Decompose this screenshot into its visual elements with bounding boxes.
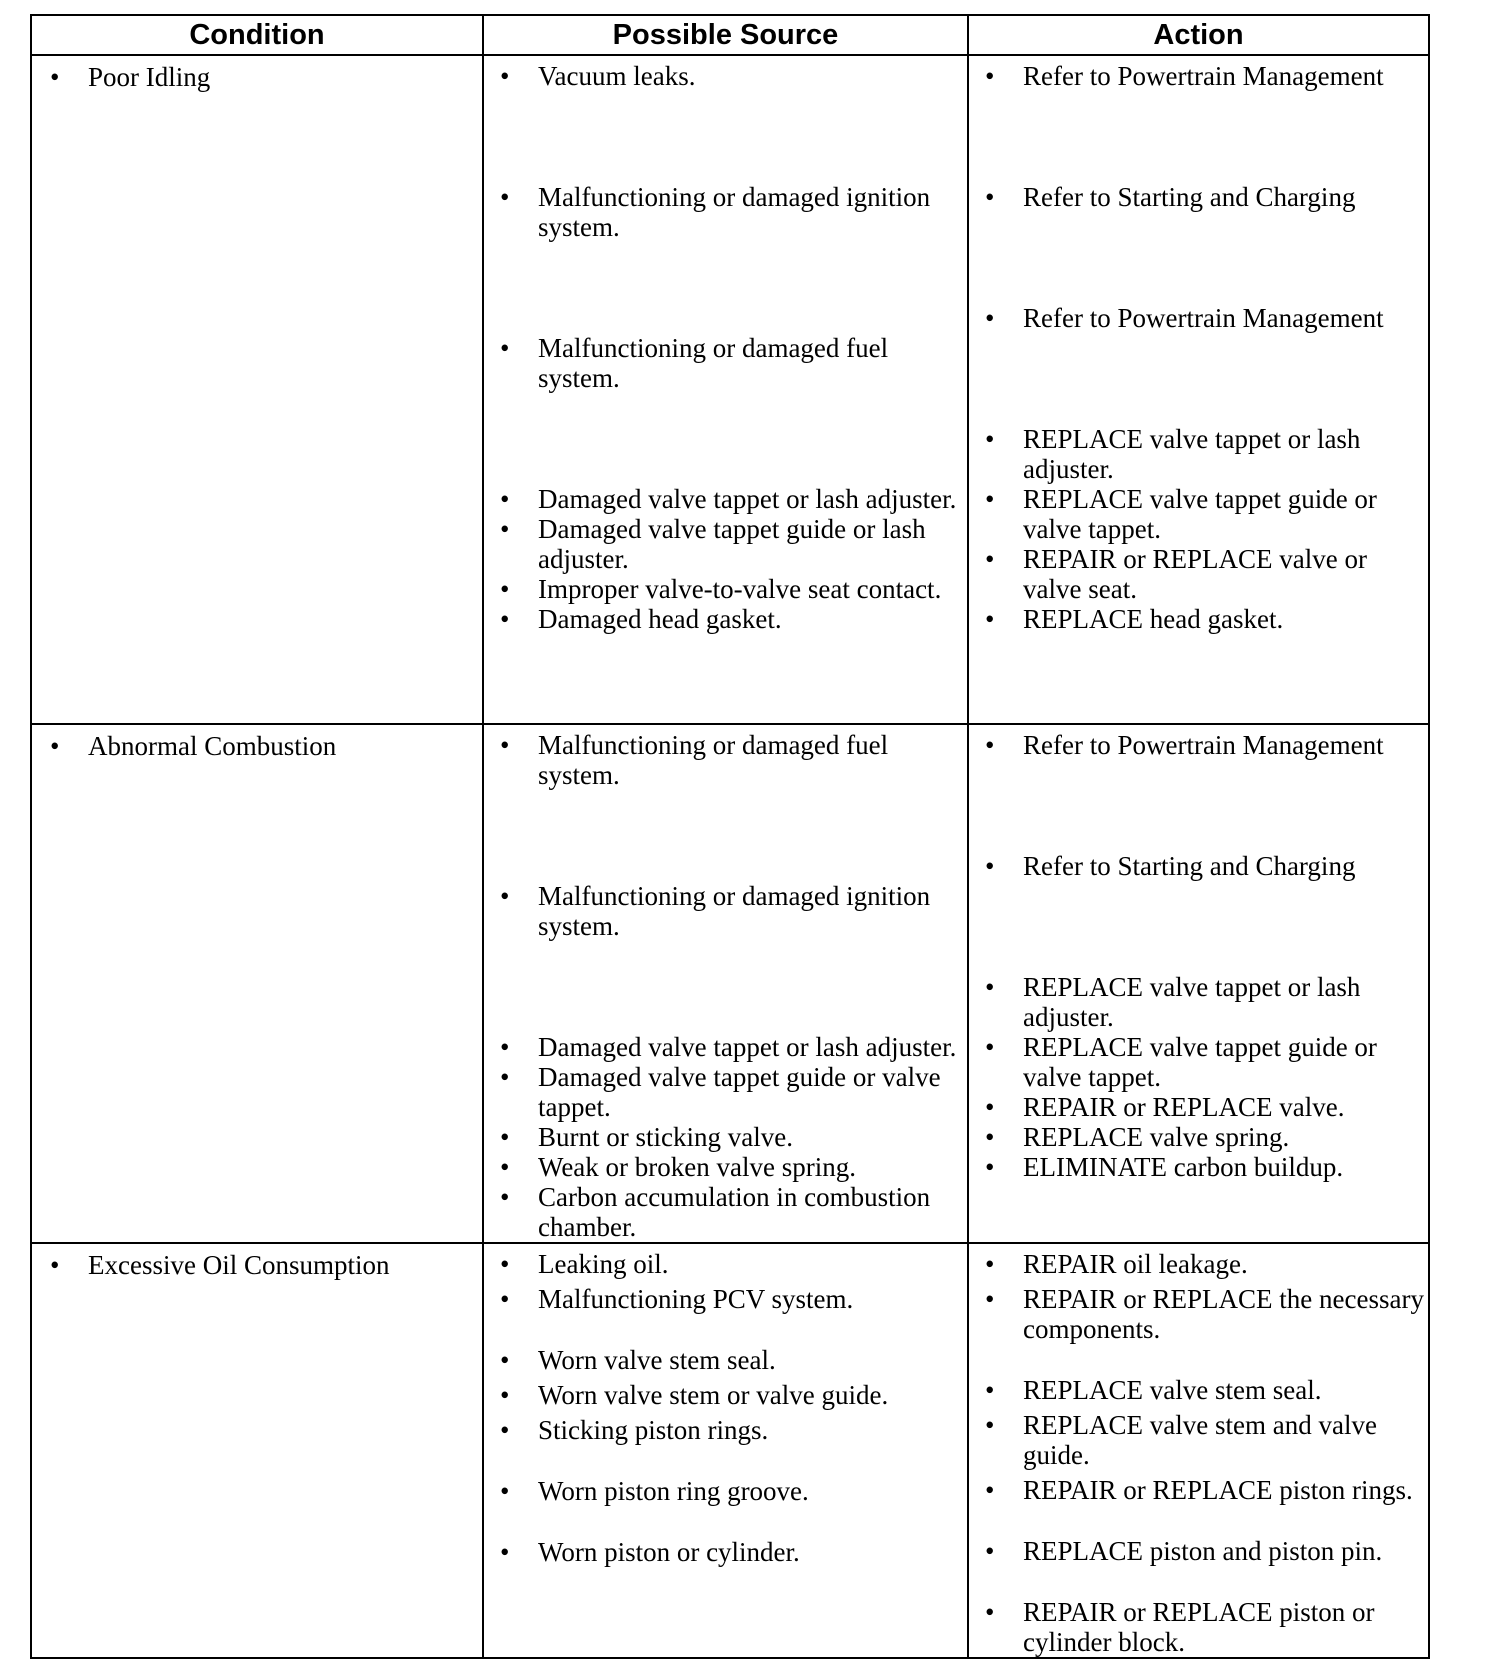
bullet-icon: • (985, 851, 995, 881)
bullet-icon: • (500, 1182, 510, 1212)
condition-cell (31, 724, 483, 1243)
action-text: REPLACE head gasket. (1023, 604, 1284, 634)
source-group (484, 479, 967, 634)
condition-text: Excessive Oil Consumption (88, 1250, 390, 1280)
bullet-icon: • (985, 424, 995, 454)
bullet-icon: • (500, 604, 510, 634)
source-item (500, 1122, 963, 1152)
header-possible-source: Possible Source (483, 15, 968, 55)
source-item (500, 333, 963, 393)
bullet-icon: • (985, 484, 995, 514)
action-text: REPAIR or REPLACE piston or cylinder block. (1023, 1597, 1375, 1657)
action-item (985, 1597, 1424, 1657)
action-cell (968, 1243, 1429, 1658)
bullet-icon: • (985, 1122, 995, 1152)
action-group (969, 967, 1428, 1182)
bullet-icon: • (985, 182, 995, 212)
bullet-icon: • (500, 484, 510, 514)
action-text: Refer to Powertrain Management (1023, 303, 1384, 333)
action-item (985, 1249, 1424, 1279)
action-item (985, 182, 1424, 212)
action-group (969, 1370, 1428, 1405)
action-group (969, 419, 1428, 634)
possible-source-cell (483, 55, 968, 724)
action-item (985, 730, 1424, 760)
bullet-icon: • (985, 61, 995, 91)
source-item (500, 182, 963, 242)
action-item (985, 1284, 1424, 1344)
source-text: Improper valve-to-valve seat contact. (538, 574, 942, 604)
source-text: Vacuum leaks. (538, 61, 696, 91)
condition-item (32, 56, 482, 92)
source-group (484, 1279, 967, 1314)
source-text: Damaged valve tappet guide or lash adjuster. (538, 514, 926, 574)
bullet-icon: • (50, 731, 60, 761)
bullet-icon: • (500, 1476, 510, 1506)
source-text: Malfunctioning PCV system. (538, 1284, 854, 1314)
action-group (969, 177, 1428, 212)
bullet-icon: • (500, 1249, 510, 1279)
source-item (500, 1152, 963, 1182)
header-action: Action (968, 15, 1429, 55)
action-item (985, 604, 1424, 634)
bullet-icon: • (500, 730, 510, 760)
source-group (484, 1340, 967, 1375)
action-item (985, 1536, 1424, 1566)
source-text: Worn piston or cylinder. (538, 1537, 800, 1567)
action-text: REPLACE valve tappet or lash adjuster. (1023, 972, 1361, 1032)
action-group (969, 1531, 1428, 1566)
bullet-icon: • (985, 1249, 995, 1279)
source-item (500, 1182, 963, 1242)
action-item (985, 1152, 1424, 1182)
action-text: REPLACE valve stem seal. (1023, 1375, 1322, 1405)
source-item (500, 1476, 963, 1506)
action-text: REPLACE valve tappet guide or valve tappet. (1023, 1032, 1377, 1092)
action-text: Refer to Powertrain Management (1023, 61, 1384, 91)
source-item (500, 881, 963, 941)
action-text: REPAIR or REPLACE valve. (1023, 1092, 1345, 1122)
action-group (969, 1279, 1428, 1344)
source-text: Leaking oil. (538, 1249, 669, 1279)
bullet-icon: • (500, 1380, 510, 1410)
bullet-icon: • (500, 1284, 510, 1314)
action-item (985, 424, 1424, 484)
possible-source-cell (483, 724, 968, 1243)
source-text: Burnt or sticking valve. (538, 1122, 793, 1152)
header-condition: Condition (31, 15, 483, 55)
action-item (985, 61, 1424, 91)
bullet-icon: • (500, 333, 510, 363)
action-item (985, 1375, 1424, 1405)
action-item (985, 1410, 1424, 1470)
condition-cell (31, 1243, 483, 1658)
bullet-icon: • (985, 544, 995, 574)
diagnosis-table (30, 14, 1430, 1659)
action-group (969, 725, 1428, 760)
action-group (969, 1405, 1428, 1470)
action-text: REPAIR oil leakage. (1023, 1249, 1248, 1279)
action-item (985, 1122, 1424, 1152)
source-group (484, 1532, 967, 1567)
bullet-icon: • (985, 730, 995, 760)
source-text: Worn valve stem seal. (538, 1345, 776, 1375)
bullet-icon: • (500, 61, 510, 91)
source-text: Damaged head gasket. (538, 604, 782, 634)
action-item (985, 1475, 1424, 1505)
source-group (484, 328, 967, 393)
table-body (31, 55, 1429, 1658)
action-text: REPLACE valve spring. (1023, 1122, 1290, 1152)
action-text: REPLACE valve tappet guide or valve tappet. (1023, 484, 1377, 544)
source-item (500, 61, 963, 91)
action-item (985, 484, 1424, 544)
bullet-icon: • (500, 1537, 510, 1567)
action-text: REPAIR or REPLACE valve or valve seat. (1023, 544, 1367, 604)
bullet-icon: • (500, 1152, 510, 1182)
source-text: Malfunctioning or damaged fuel system. (538, 730, 889, 790)
header-row (31, 15, 1429, 55)
action-item (985, 303, 1424, 333)
table-row (31, 55, 1429, 724)
source-group (484, 56, 967, 91)
source-text: Malfunctioning or damaged ignition system. (538, 881, 931, 941)
action-text: REPLACE piston and piston pin. (1023, 1536, 1383, 1566)
source-text: Malfunctioning or damaged fuel system. (538, 333, 889, 393)
condition-item (32, 1244, 482, 1280)
bullet-icon: • (985, 1092, 995, 1122)
bullet-icon: • (500, 1122, 510, 1152)
action-text: REPLACE valve stem and valve guide. (1023, 1410, 1377, 1470)
bullet-icon: • (985, 972, 995, 1002)
source-item (500, 574, 963, 604)
action-text: Refer to Starting and Charging (1023, 851, 1356, 881)
source-group (484, 725, 967, 790)
source-item (500, 1380, 963, 1410)
bullet-icon: • (985, 1284, 995, 1314)
source-item (500, 730, 963, 790)
source-text: Worn valve stem or valve guide. (538, 1380, 889, 1410)
action-item (985, 972, 1424, 1032)
source-text: Weak or broken valve spring. (538, 1152, 856, 1182)
source-group (484, 1410, 967, 1445)
action-group (969, 846, 1428, 881)
action-text: ELIMINATE carbon buildup. (1023, 1152, 1344, 1182)
bullet-icon: • (500, 881, 510, 911)
action-item (985, 1092, 1424, 1122)
bullet-icon: • (985, 1475, 995, 1505)
source-group (484, 177, 967, 242)
bullet-icon: • (50, 62, 60, 92)
condition-text: Abnormal Combustion (88, 731, 337, 761)
bullet-icon: • (500, 182, 510, 212)
source-group (484, 1471, 967, 1506)
possible-source-cell (483, 1243, 968, 1658)
source-text: Malfunctioning or damaged ignition system. (538, 182, 931, 242)
bullet-icon: • (50, 1250, 60, 1280)
action-text: Refer to Starting and Charging (1023, 182, 1356, 212)
table-row (31, 724, 1429, 1243)
bullet-icon: • (500, 1032, 510, 1062)
action-text: Refer to Powertrain Management (1023, 730, 1384, 760)
action-item (985, 544, 1424, 604)
source-group (484, 1375, 967, 1410)
bullet-icon: • (985, 1597, 995, 1627)
action-group (969, 56, 1428, 91)
bullet-icon: • (985, 1536, 995, 1566)
action-item (985, 851, 1424, 881)
bullet-icon: • (500, 1345, 510, 1375)
action-group (969, 1470, 1428, 1505)
bullet-icon: • (985, 1152, 995, 1182)
bullet-icon: • (500, 1415, 510, 1445)
condition-cell (31, 55, 483, 724)
source-text: Damaged valve tappet or lash adjuster. (538, 1032, 957, 1062)
source-item (500, 1537, 963, 1567)
action-cell (968, 55, 1429, 724)
source-item (500, 484, 963, 514)
source-text: Damaged valve tappet or lash adjuster. (538, 484, 957, 514)
source-group (484, 876, 967, 941)
bullet-icon: • (985, 303, 995, 333)
action-cell (968, 724, 1429, 1243)
bullet-icon: • (500, 1062, 510, 1092)
source-item (500, 1415, 963, 1445)
action-group (969, 298, 1428, 333)
bullet-icon: • (985, 1375, 995, 1405)
source-item (500, 604, 963, 634)
table-row (31, 1243, 1429, 1658)
source-text: Damaged valve tappet guide or valve tappet. (538, 1062, 941, 1122)
condition-item (32, 725, 482, 761)
source-item (500, 514, 963, 574)
source-item (500, 1284, 963, 1314)
condition-text: Poor Idling (88, 62, 211, 92)
source-text: Sticking piston rings. (538, 1415, 769, 1445)
source-item (500, 1032, 963, 1062)
source-group (484, 1027, 967, 1242)
action-group (969, 1244, 1428, 1279)
source-item (500, 1249, 963, 1279)
source-text: Carbon accumulation in combustion chamber. (538, 1182, 931, 1242)
bullet-icon: • (985, 604, 995, 634)
source-item (500, 1345, 963, 1375)
action-text: REPLACE valve tappet or lash adjuster. (1023, 424, 1361, 484)
bullet-icon: • (985, 1410, 995, 1440)
action-text: REPAIR or REPLACE the necessary components. (1023, 1284, 1424, 1344)
source-text: Worn piston ring groove. (538, 1476, 809, 1506)
bullet-icon: • (500, 514, 510, 544)
action-group (969, 1592, 1428, 1657)
source-item (500, 1062, 963, 1122)
bullet-icon: • (500, 574, 510, 604)
source-group (484, 1244, 967, 1279)
bullet-icon: • (985, 1032, 995, 1062)
action-text: REPAIR or REPLACE piston rings. (1023, 1475, 1413, 1505)
action-item (985, 1032, 1424, 1092)
